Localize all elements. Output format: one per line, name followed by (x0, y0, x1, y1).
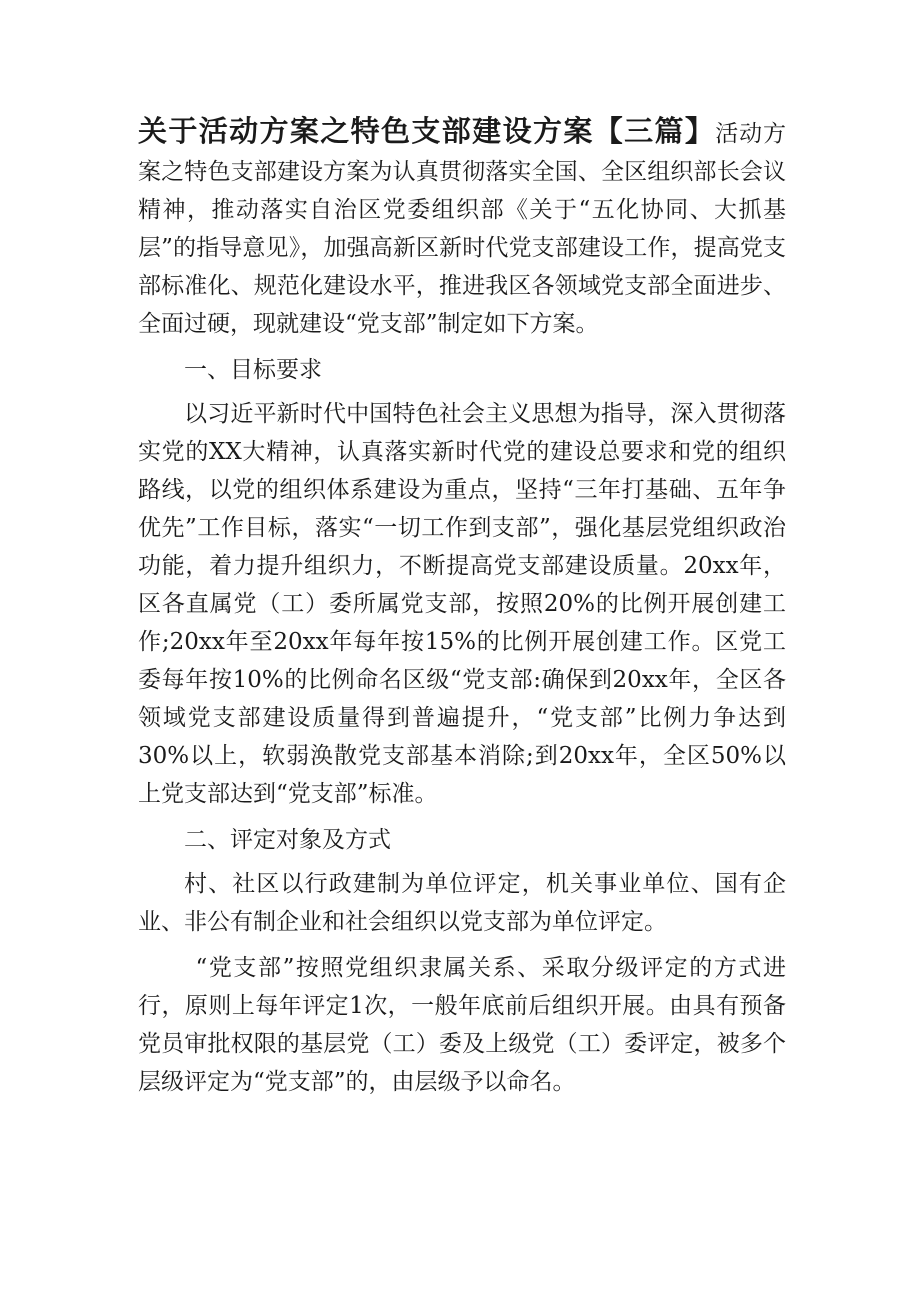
section-evaluation-paragraph-1: 村、社区以行政建制为单位评定，机关事业单位、国有企业、非公有制企业和社会组织以党支部为单位评定。 (138, 871, 786, 935)
opening-paragraph (138, 112, 786, 343)
section-evaluation-paragraph-2: “党支部”按照党组织隶属关系、采取分级评定的方式进行，原则上每年评定1次，一般年底前后组织开展。由具有预备党员审批权限的基层党（工）委及上级党（工）委评定，被多个层级评定为“党支部”的，由层级予以命名。 (138, 955, 786, 1095)
section-goals-paragraph: 以习近平新时代中国特色社会主义思想为指导，深入贯彻落实党的XX大精神，认真落实新时代党的建设总要求和党的组织路线，以党的组织体系建设为重点，坚持“三年打基础、五年争优先”工作目标，落实“一切工作到支部”，强化基层党组织政治功能，着力提升组织力，不断提高党支部建设质量。20xx年，区各直属党（工）委所属党支部，按照20%的比例开展创建工作;20xx年至20xx年每年按15%的比例开展创建工作。区党工委每年按10%的比例命名区级“党支部:确保到20xx年，全区各领域党支部建设质量得到普遍提升，“党支部”比例力争达到30%以上，软弱涣散党支部基本消除;到20xx年，全区50%以上党支部达到“党支部”标准。 (138, 401, 786, 807)
document-title: 关于活动方案之特色支部建设方案【三篇】 (138, 114, 716, 148)
document-body (138, 112, 786, 1101)
section-heading-evaluation: 二、评定对象及方式 (184, 827, 391, 853)
section-heading-goals: 一、目标要求 (184, 357, 322, 383)
intro-text: 活动方案之特色支部建设方案为认真贯彻落实全国、全区组织部长会议精神，推动落实自治区党委组织部《关于“五化协同、大抓基层”的指导意见》，加强高新区新时代党支部建设工作，提高党支部标准化、规范化建设水平，推进我区各领域党支部全面进步、全面过硬，现就建设“党支部”制定如下方案。 (138, 121, 786, 337)
